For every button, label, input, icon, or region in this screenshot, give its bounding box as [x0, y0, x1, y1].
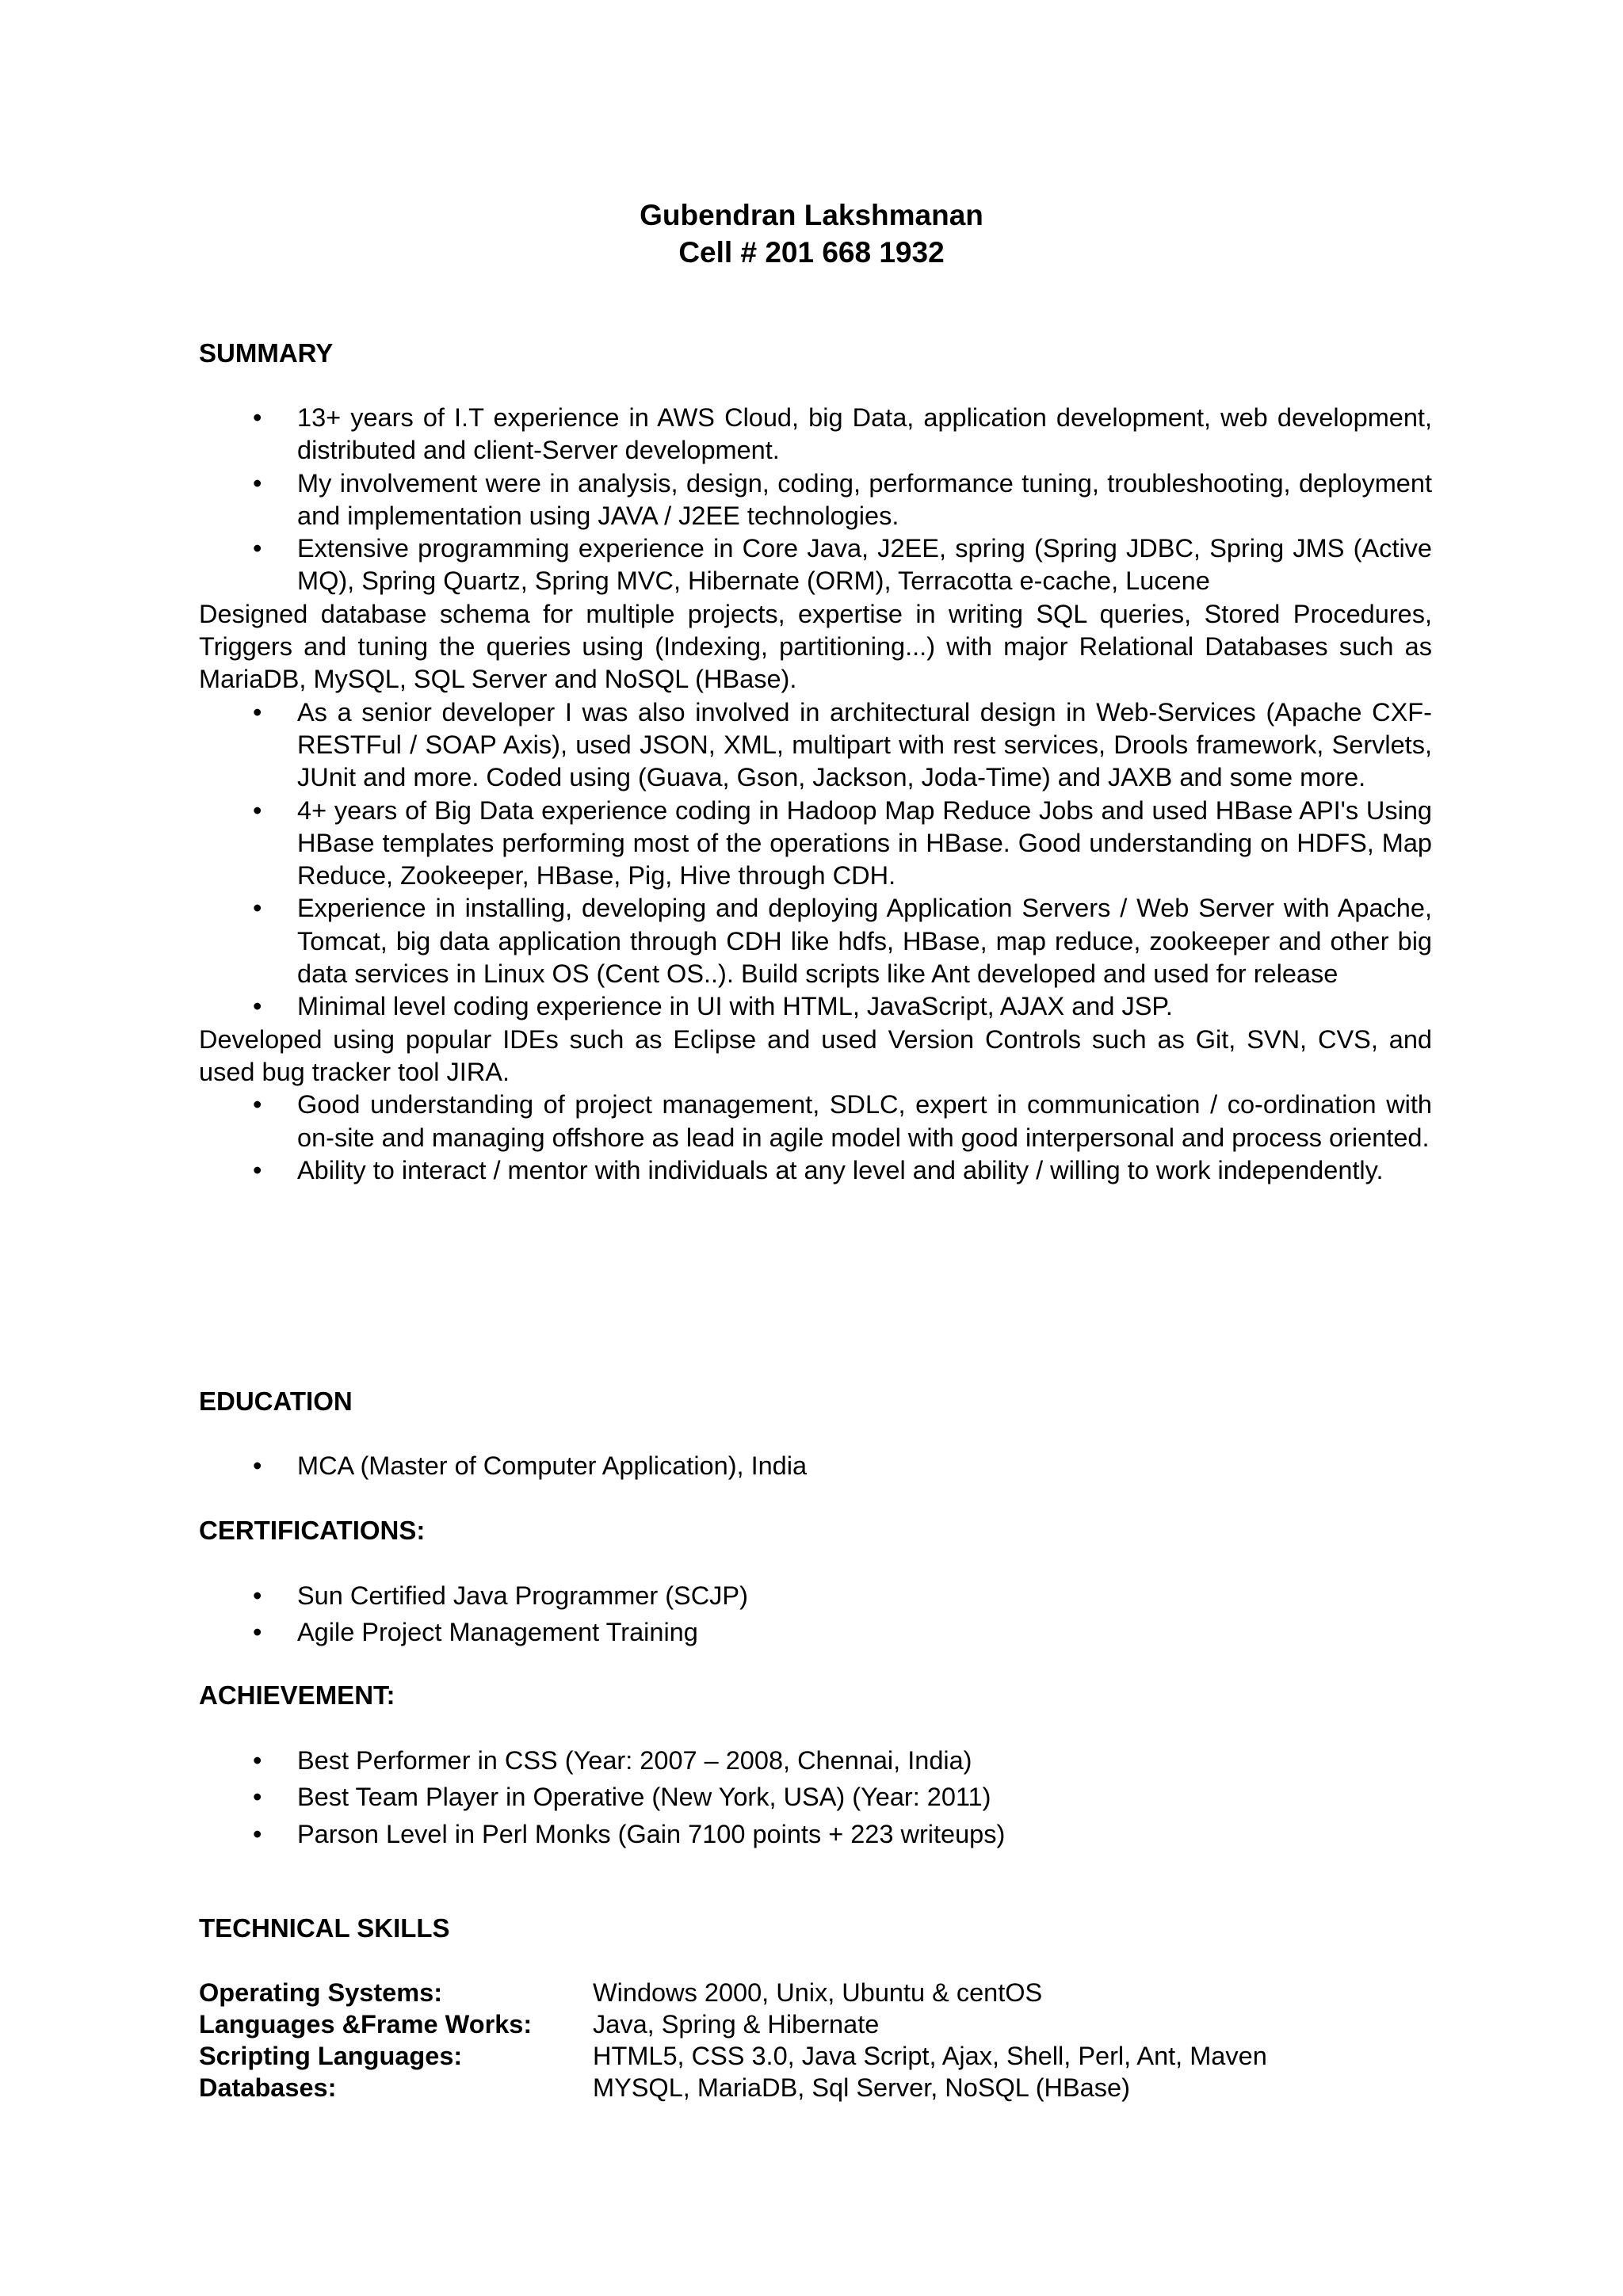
summary-bullet: • Ability to interact / mentor with individuals at any level and ability / willing to work independently. — [199, 1154, 1432, 1187]
certifications-heading: CERTIFICATIONS: — [199, 1516, 426, 1545]
achievement-list — [199, 1745, 1432, 1851]
bullet-icon: • — [253, 1819, 262, 1848]
skill-row — [199, 2072, 1267, 2103]
summary-bullet: • Experience in installing, developing and deploying Application Servers / Web Server with Apache, Tomcat, big data application through CDH like hdfs, HBase, map reduce, zookeeper and other big data services in Linux OS (Cent OS..). Build scripts like Ant developed and used for release — [253, 894, 1432, 989]
education-list — [199, 1450, 1432, 1482]
bullet-icon: • — [253, 1783, 262, 1812]
skill-label: Databases: — [199, 2073, 337, 2102]
summary-paragraph: Developed using popular IDEs such as Eclipse and used Version Controls such as Git, SVN, CVS, and used bug tracker tool JIRA. — [199, 1024, 1432, 1086]
certifications-list — [199, 1580, 1432, 1650]
technical-skills-table — [199, 1977, 1267, 2103]
certification-item: • Agile Project Management Training — [199, 1616, 1432, 1649]
summary-bullet: • Extensive programming experience in Core Java, J2EE, spring (Spring JDBC, Spring JMS (Active MQ), Spring Quartz, Spring MVC, Hibernate (ORM), Terracotta e-cache, Lucene — [253, 534, 1432, 596]
summary-bullet: • As a senior developer I was also involved in architectural design in Web-Services (Apache CXF-RESTFul / SOAP Axis), used JSON, XML, multipart with rest services, Drools framework, Servlets, JUnit and more. Coded using (Guava, Gson, Jackson, Joda-Time) and JAXB and some more. — [253, 697, 1432, 792]
summary-heading: SUMMARY — [199, 338, 334, 368]
skill-value: MYSQL, MariaDB, Sql Server, NoSQL (HBase) — [593, 2073, 1130, 2102]
achievement-heading: ACHIEVEMENT: — [199, 1680, 395, 1710]
bullet-icon: • — [253, 534, 262, 563]
bullet-icon: • — [253, 894, 262, 923]
bullet-icon: • — [253, 1581, 262, 1610]
bullet-icon: • — [253, 403, 262, 432]
bullet-icon: • — [253, 992, 262, 1021]
resume-header — [0, 196, 1623, 271]
skill-value: Windows 2000, Unix, Ubuntu & centOS — [593, 1978, 1043, 2007]
summary-bullet: • Minimal level coding experience in UI with HTML, JavaScript, AJAX and JSP. — [199, 990, 1432, 1023]
summary-paragraph: Designed database schema for multiple projects, expertise in writing SQL queries, Stored Procedures, Triggers and tuning the queries using (Indexing, partitioning...) with major Relational Databases such as MariaDB, MySQL, SQL Server and NoSQL (HBase). — [199, 599, 1432, 694]
summary-bullet: • My involvement were in analysis, design, coding, performance tuning, troubleshooting, deployment and implementation using JAVA / J2EE technologies. — [253, 468, 1432, 530]
achievement-item: • Best Performer in CSS (Year: 2007 – 2008, Chennai, India) — [199, 1745, 1432, 1777]
summary-bullet: • 13+ years of I.T experience in AWS Cloud, big Data, application development, web development, distributed and client-Server development. — [253, 403, 1432, 465]
skill-row — [199, 2040, 1267, 2072]
bullet-icon: • — [253, 1155, 262, 1184]
education-item: • MCA (Master of Computer Application), India — [199, 1450, 1432, 1482]
summary-bullet: • 4+ years of Big Data experience coding in Hadoop Map Reduce Jobs and used HBase API's Using HBase templates performing most of the operations in HBase. Good understanding on HDFS, Map Reduce, Zookeeper, HBase, Pig, Hive through CDH. — [253, 795, 1432, 891]
bullet-icon: • — [253, 1451, 262, 1480]
education-heading: EDUCATION — [199, 1386, 353, 1416]
certification-item: • Sun Certified Java Programmer (SCJP) — [199, 1580, 1432, 1612]
bullet-icon: • — [253, 1618, 262, 1647]
skill-row — [199, 1977, 1267, 2008]
skill-row — [199, 2008, 1267, 2040]
skill-label: Languages &Frame Works: — [199, 2010, 533, 2039]
skill-label: Scripting Languages: — [199, 2042, 463, 2070]
achievement-item: • Parson Level in Perl Monks (Gain 7100 points + 223 writeups) — [199, 1818, 1432, 1851]
bullet-icon: • — [253, 1090, 262, 1119]
bullet-icon: • — [253, 468, 262, 498]
technical-skills-heading: TECHNICAL SKILLS — [199, 1913, 450, 1943]
bullet-icon: • — [253, 697, 262, 727]
bullet-icon: • — [253, 795, 262, 825]
summary-block — [199, 402, 1432, 1187]
summary-bullet: • Good understanding of project management, SDLC, expert in communication / co-ordination with on-site and managing offshore as lead in agile model with good interpersonal and process oriented. — [253, 1090, 1432, 1152]
skill-value: HTML5, CSS 3.0, Java Script, Ajax, Shell, Perl, Ant, Maven — [593, 2042, 1267, 2070]
candidate-name: Gubendran Lakshmanan — [640, 199, 983, 231]
skill-value: Java, Spring & Hibernate — [593, 2010, 880, 2039]
achievement-item: • Best Team Player in Operative (New York, USA) (Year: 2011) — [199, 1781, 1432, 1814]
skill-label: Operating Systems: — [199, 1978, 443, 2007]
bullet-icon: • — [253, 1746, 262, 1775]
candidate-phone: Cell # 201 668 1932 — [678, 236, 945, 269]
